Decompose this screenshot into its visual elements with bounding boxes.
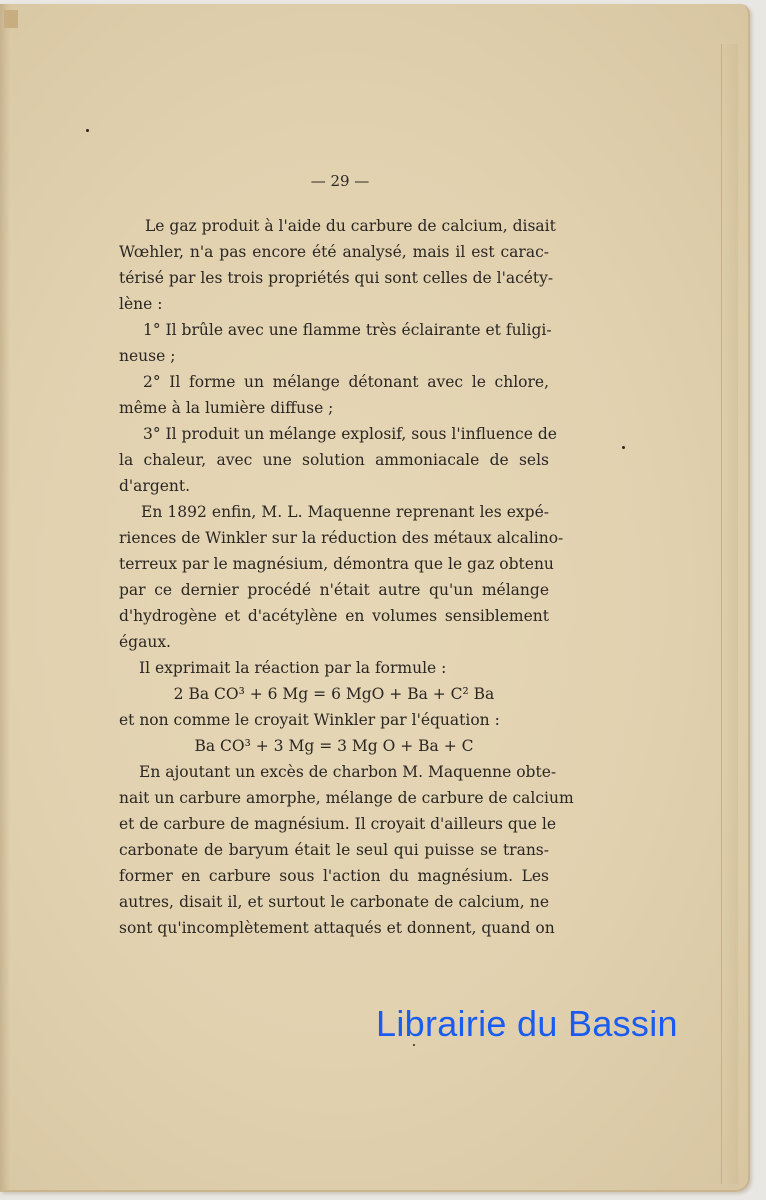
formula-line: Ba CO³ + 3 Mg = 3 Mg O + Ba + C — [194, 737, 474, 755]
page-edge — [721, 44, 738, 1184]
text-line: térisé par les trois propriétés qui sont celles de l'acéty- — [119, 269, 554, 287]
text-line: et de carbure de magnésium. Il croyait d'ailleurs que le — [119, 815, 556, 833]
text-line: 2° Il forme un mélange détonant avec le chlore, — [143, 373, 549, 391]
text-line: et non comme le croyait Winkler par l'équation : — [119, 711, 500, 729]
text-line: sont qu'incomplètement attaqués et donnent, quand on — [119, 919, 555, 937]
text-line: même à la lumière diffuse ; — [119, 399, 334, 417]
text-line: d'hydrogène et d'acétylène en volumes sensiblement — [119, 607, 549, 625]
text-line: terreux par le magnésium, démontra que le gaz obtenu — [119, 555, 554, 573]
folded-corner — [4, 10, 18, 28]
text-line: neuse ; — [119, 347, 176, 365]
page-number: — 29 — — [310, 172, 370, 190]
gutter-shadow — [0, 4, 10, 1190]
text-line: Le gaz produit à l'aide du carbure de calcium, disait — [145, 217, 556, 235]
text-line: égaux. — [119, 633, 171, 651]
watermark: Librairie du Bassin — [376, 1003, 678, 1044]
text-line: autres, disait il, et surtout le carbonate de calcium, ne — [119, 893, 549, 911]
ink-speck — [622, 446, 625, 449]
text-line: d'argent. — [119, 477, 191, 495]
text-line: 1° Il brûle avec une flamme très éclairante et fuligi- — [143, 321, 552, 339]
text-line: Wœhler, n'a pas encore été analysé, mais il est carac- — [119, 243, 549, 261]
text-line: former en carbure sous l'action du magnésium. Les — [119, 867, 549, 885]
text-line: la chaleur, avec une solution ammoniacale de sels — [119, 451, 549, 469]
text-line: nait un carbure amorphe, mélange de carbure de calcium — [119, 789, 574, 807]
ink-speck — [86, 129, 89, 132]
text-line: En ajoutant un excès de charbon M. Maquenne obte- — [139, 763, 557, 781]
text-line: carbonate de baryum était le seul qui puisse se trans- — [119, 841, 549, 859]
formula-line: 2 Ba CO³ + 6 Mg = 6 MgO + Ba + C² Ba — [173, 685, 495, 703]
text-line: Il exprimait la réaction par la formule : — [139, 659, 447, 677]
text-line: lène : — [119, 295, 163, 313]
text-line: En 1892 enfin, M. L. Maquenne reprenant les expé- — [141, 503, 549, 521]
text-line: par ce dernier procédé n'était autre qu'un mélange — [119, 581, 549, 599]
text-line: riences de Winkler sur la réduction des métaux alcalino- — [119, 529, 564, 547]
text-line: 3° Il produit un mélange explosif, sous l'influence de — [143, 425, 557, 443]
